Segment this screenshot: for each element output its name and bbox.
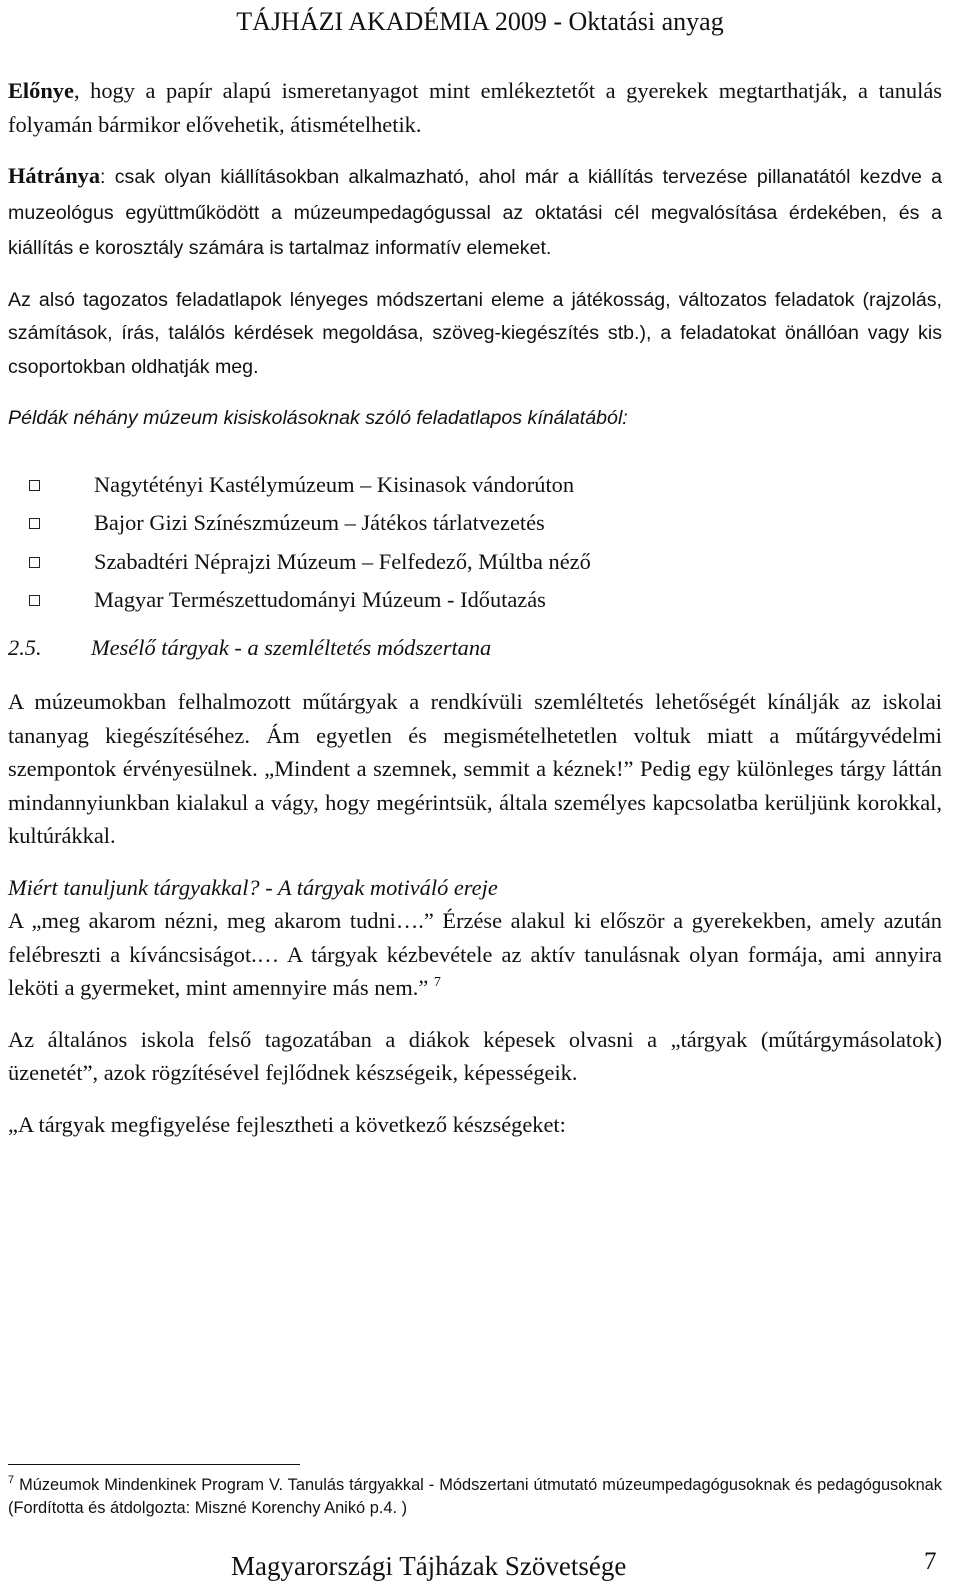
skills-paragraph: „A tárgyak megfigyelése fejlesztheti a következő készségeket: (8, 1111, 566, 1137)
section-title: Mesélő tárgyak - a szemléltetés módszertana (91, 634, 492, 660)
upper-school-paragraph: Az általános iskola felső tagozatában a diákok képesek olvasni a „tárgyak (műtárgymásolatok) üzenetét”, azok rögzítésével fejlődnek készségeik, képességeik. (8, 1026, 942, 1085)
worksheet-paragraph: Az alsó tagozatos feladatlapok lényeges módszertani eleme a játékosság, változatos feladatok (rajzolás, számítások, írás, találós kérdések megoldása, szöveg-kiegészítés stb.), a feladatokat önállóan vagy kis csoportokban oldhatják meg. (8, 288, 942, 378)
page-header: TÁJHÁZI AKADÉMIA 2009 - Oktatási anyag (236, 7, 724, 36)
footnote-reference: 7 (433, 975, 441, 990)
checkbox-bullet-icon (29, 480, 40, 491)
checkbox-bullet-icon (29, 557, 40, 568)
motivation-paragraph: A „meg akarom nézni, meg akarom tudni….” Érzése alakul ki először a gyerekekben, amely azután felébreszti a kíváncsiságot.… A tárgyak kézbevétele az aktív tanulásnak olyan formája, ami annyira leköti a gyermeket, mint amennyire más nem.” $^7$ (8, 908, 942, 1000)
disadvantage-label: Hátránya (8, 163, 101, 188)
advantage-label: Előnye (8, 78, 74, 103)
footnote (8, 1474, 942, 1520)
advantage-paragraph (8, 74, 942, 141)
page-footer: Magyarországi Tájházak Szövetsége (231, 1551, 627, 1581)
list-item: Magyar Természettudományi Múzeum - Időutazás (8, 581, 942, 620)
checkbox-bullet-icon (29, 518, 40, 529)
disadvantage-paragraph (8, 159, 942, 266)
footnote-mark: 7 (8, 1474, 15, 1486)
list-item: Bajor Gizi Színészmúzeum – Játékos tárlatvezetés (8, 504, 942, 543)
document-body (8, 74, 942, 1141)
motivation-subheading: Miért tanuljunk tárgyakkal? - A tárgyak motiváló ereje (8, 874, 498, 900)
advantage-text: , hogy a papír alapú ismeretanyagot mint emlékeztetőt a gyerekek megtarthatják, a tanulás folyamán bármikor elővehetik, átismételhetik. (8, 78, 942, 137)
checkbox-bullet-icon (29, 595, 40, 606)
disadvantage-text: : csak olyan kiállításokban alkalmazható, ahol már a kiállítás tervezése pillanatától kezdve a muzeológus együttműködött a múzeumpedagógussal az oktatási cél megvalósítása érdekében, és a kiállítás e korosztály számára is tartalmaz informatív elemeket. (8, 166, 942, 259)
examples-list (8, 466, 942, 620)
section-heading (8, 631, 942, 665)
footnote-text: Múzeumok Mindenkinek Program V. Tanulás tárgyakkal - Módszertani útmutató múzeumpedagógusoknak és pedagógusoknak (Fordította és átdolgozta: Miszné Korenchy Anikó p.4. ) (8, 1476, 942, 1517)
examples-intro: Példák néhány múzeum kisiskolásoknak szóló feladatlapos kínálatából: (8, 407, 628, 429)
objects-paragraph: A múzeumokban felhalmozott műtárgyak a rendkívüli szemléltetés lehetőségét kínálják az iskolai tananyag kiegészítéséhez. Ám egyetlen és megismételhetetlen voltuk miatt a műtárgyvédelmi szempontok érvényesülnek. „Mindent a szemnek, semmit a kéznek!” Pedig egy különleges tárgy láttán mindannyiunkban kialakul a vágy, hogy megérintsük, általa személyes kapcsolatba kerüljünk korokkal, kultúrákkal. (8, 689, 942, 848)
page-number: 7 (924, 1548, 937, 1575)
list-item: Szabadtéri Néprajzi Múzeum – Felfedező, Múltba néző (8, 543, 942, 582)
section-number: 2.5. (8, 634, 42, 660)
footnote-divider (8, 1464, 300, 1465)
list-item: Nagytétényi Kastélymúzeum – Kisinasok vándorúton (8, 466, 942, 505)
